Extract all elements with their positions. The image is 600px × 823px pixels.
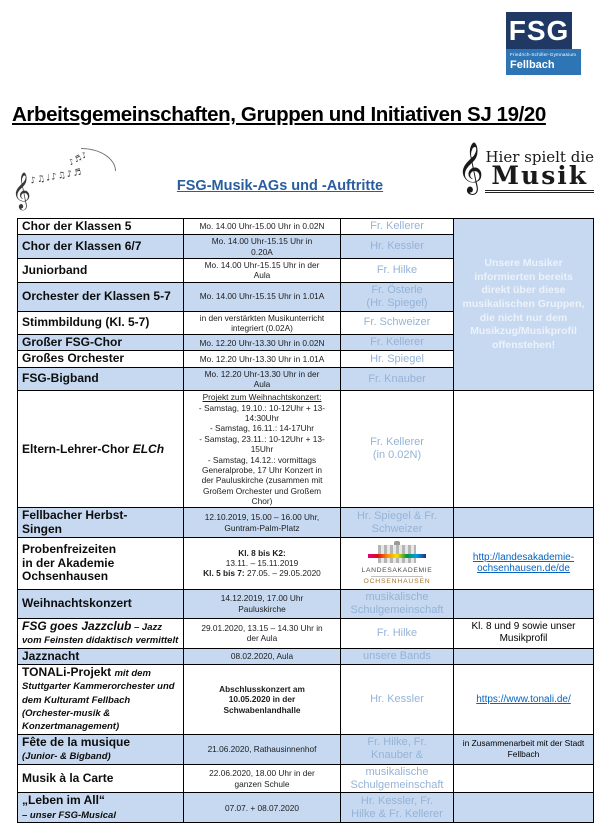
leader-cell: [341, 391, 454, 508]
time-line: [186, 338, 338, 348]
extra-cell: [454, 391, 594, 508]
tonali-link[interactable]: https://www.tonali.de/: [476, 693, 571, 705]
text-segment: 08.02.2020, Aula: [230, 650, 294, 661]
text-segment: Kl. 8 bis K2:: [238, 547, 286, 558]
table-row: [18, 219, 594, 235]
ag-name-line: [22, 220, 181, 233]
leader-cell: [341, 311, 454, 335]
leader-line: (in 0.02N): [372, 449, 422, 462]
time-line: [186, 694, 338, 704]
leader-cell: [341, 282, 454, 311]
landesakademie-logo: [343, 539, 451, 588]
ag-name-line: [22, 372, 181, 385]
text-segment: 29.01.2020, 13.15 – 14.30 Uhr in: [201, 622, 323, 633]
ag-name-cell: [18, 335, 184, 351]
time-line: [186, 475, 338, 485]
music-notes-icon: ♪♫♩♪♫♪♬: [29, 167, 84, 187]
leader-cell: [341, 618, 454, 648]
leader-line: Fr. Schweizer: [363, 316, 431, 329]
leader-cell: [341, 664, 454, 734]
music-notes-icon: ♪♬♪: [67, 149, 90, 168]
leader-line: musikalische: [365, 765, 429, 778]
time-line: [186, 568, 338, 578]
ag-name-line: [22, 808, 181, 821]
ag-name-line: [22, 719, 181, 732]
text-segment: 10.05.2020 in der: [228, 694, 296, 705]
text-segment: Eltern-Lehrer-Chor: [22, 441, 133, 456]
ag-name-line: [22, 597, 181, 610]
time-line: [186, 593, 338, 603]
time-line: [186, 803, 338, 813]
text-segment: 15Uhr: [250, 444, 274, 455]
table-row: [18, 537, 594, 589]
time-line: [186, 413, 338, 423]
section-title: FSG-Musik-AGs und -Auftritte: [176, 178, 384, 194]
time-line: [186, 444, 338, 454]
time-cell: [184, 793, 341, 823]
landesakademie-link[interactable]: http://landesakademie-ochsenhausen.de/de: [472, 552, 575, 575]
time-cell: [184, 351, 341, 367]
text-segment: – unser FSG-Musical: [22, 809, 116, 821]
text-segment: Ochsenhausen: [22, 568, 109, 583]
leader-cell: [341, 648, 454, 664]
text-segment: Schwabenlandhalle: [223, 704, 301, 715]
text-segment: Großem Orchester und Großem: [202, 485, 322, 496]
time-cell: [184, 648, 341, 664]
extra-cell: [454, 664, 594, 734]
fsg-logo-banner: [506, 49, 581, 75]
text-segment: 13.11. – 15.11.2019: [225, 558, 299, 569]
time-line: [186, 434, 338, 444]
leader-line: Fr. Hilke, Fr.: [367, 736, 427, 749]
academy-name-line2: OCHSENHAUSEN: [363, 577, 431, 585]
ag-name-line: [22, 290, 181, 303]
time-cell: [184, 282, 341, 311]
time-line: [186, 423, 338, 433]
time-line: [186, 496, 338, 506]
time-line: [186, 486, 338, 496]
text-segment: der Aula: [246, 633, 278, 644]
text-segment: Aula: [253, 379, 271, 390]
time-line: [186, 779, 338, 789]
table-row: [18, 793, 594, 823]
time-line: [186, 455, 338, 465]
extra-note: Kl. 8 und 9 sowie unser Musikprofil: [471, 620, 576, 645]
treble-clef-icon: 𝄞: [457, 142, 484, 193]
fsg-logo: [506, 12, 586, 75]
text-segment: Probenfreizeiten: [22, 542, 117, 557]
time-line: [186, 604, 338, 614]
treble-clef-icon: 𝄞: [12, 171, 31, 209]
leader-cell: [341, 235, 454, 259]
time-line: [186, 379, 338, 389]
ag-name-cell: [18, 734, 184, 764]
time-line: [186, 403, 338, 413]
leader-line: Hr. Spiegel: [370, 352, 424, 365]
leader-line: Schweizer: [371, 522, 423, 535]
text-segment: Mo. 12.20 Uhr-13.30 Uhr in 0.02N: [199, 337, 325, 348]
leader-line: Fr. Knauber: [368, 372, 426, 385]
ag-name-line: [22, 443, 181, 456]
leader-line: Fr. Kellerer: [370, 220, 424, 233]
text-segment: 0.20A: [251, 246, 273, 257]
leader-cell: [341, 764, 454, 793]
text-segment: Mo. 14.00 Uhr-15.15 Uhr in: [211, 236, 313, 247]
leader-line: Fr. Kellerer: [370, 436, 424, 449]
text-segment: Aula: [253, 270, 271, 281]
time-line: [186, 744, 338, 754]
text-segment: ELCh: [132, 441, 165, 456]
leader-line: Fr. Hilke: [376, 626, 418, 639]
ag-name-cell: [18, 219, 184, 235]
leader-line: Hr. Spiegel & Fr.: [356, 509, 438, 522]
time-line: [186, 260, 338, 270]
text-segment: Stuttgarter Kammerorchester und: [22, 681, 175, 693]
ag-name-line: [22, 336, 181, 349]
text-segment: mit dem: [114, 667, 151, 679]
fsg-logo-school-name: Friedrich-Schiller-Gymnasium: [510, 52, 577, 57]
ag-name-cell: [18, 235, 184, 259]
ag-name-line: [22, 570, 181, 583]
text-segment: Chor der Klassen 5: [22, 219, 132, 233]
ag-name-line: [22, 679, 181, 692]
ag-name-line: [22, 633, 181, 646]
text-segment: FSG goes Jazzclub: [22, 618, 132, 633]
leader-cell: [341, 537, 454, 589]
leader-cell: [341, 258, 454, 282]
text-segment: - Samstag, 16.11.: 14-17Uhr: [209, 423, 315, 434]
ag-name-line: [22, 693, 181, 706]
extra-cell: [454, 793, 594, 823]
music-notes-clipart: [10, 146, 128, 209]
fsg-logo-city: Fellbach: [510, 59, 555, 71]
text-segment: integriert (0.02A): [231, 322, 293, 333]
ag-name-line: [22, 650, 181, 663]
ag-name-line: [22, 523, 181, 536]
ag-name-line: [22, 749, 181, 762]
leader-line: Hilke & Fr. Kellerer: [351, 807, 443, 820]
leader-line: Schulgemeinschaft: [350, 778, 444, 791]
time-cell: [184, 734, 341, 764]
time-line: [186, 705, 338, 715]
leader-line: unsere Bands: [363, 649, 431, 662]
text-segment: Mo. 12.20 Uhr-13.30 Uhr in 1.01A: [199, 353, 325, 364]
leader-line: Schulgemeinschaft: [350, 603, 444, 616]
text-segment: Konzertmanagement): [22, 721, 120, 733]
text-segment: TONALi-Projekt: [22, 664, 115, 679]
text-segment: Guntram-Palm-Platz: [224, 522, 300, 533]
text-segment: - Samstag, 23.11.: 10-12Uhr + 13-: [199, 433, 325, 444]
ag-name-cell: [18, 508, 184, 537]
academy-building-icon: [368, 541, 426, 565]
ag-name-line: [22, 772, 181, 785]
leader-cell: [341, 589, 454, 618]
table-row: [18, 391, 594, 508]
ag-name-line: [22, 352, 181, 365]
extra-cell: [454, 734, 594, 764]
text-segment: in der Akademie: [22, 555, 115, 570]
text-segment: „Leben im All“: [22, 793, 105, 808]
ag-name-cell: [18, 391, 184, 508]
ag-name-line: [22, 316, 181, 329]
text-segment: Chor der Klassen 6/7: [22, 238, 142, 253]
time-line: [186, 684, 338, 694]
time-cell: [184, 367, 341, 391]
text-segment: Projekt zum Weihnachtskonzert:: [202, 392, 322, 403]
text-segment: Mo. 14.00 Uhr-15.15 Uhr in der: [204, 259, 320, 270]
time-line: [186, 548, 338, 558]
musik-logo-line2: Musik: [485, 161, 594, 191]
text-segment: (Orchester-musik &: [22, 708, 111, 720]
text-segment: Abschlusskonzert am: [219, 683, 305, 694]
text-segment: Mo. 14.00 Uhr-15.00 Uhr in 0.02N: [199, 221, 325, 232]
text-segment: vom Feinsten didaktisch vermittelt: [22, 635, 179, 647]
time-cell: [184, 664, 341, 734]
ag-name-cell: [18, 282, 184, 311]
text-segment: 12.10.2019, 15.00 – 16.00 Uhr,: [204, 512, 320, 523]
text-segment: Pauluskirche: [238, 603, 286, 614]
text-segment: Fête de la musique: [22, 734, 131, 749]
text-segment: Kl. 5 bis 7:: [203, 568, 247, 579]
extra-cell: [454, 764, 594, 793]
text-segment: (Junior- & Bigband): [22, 751, 111, 763]
time-line: [186, 354, 338, 364]
extra-note: in Zusammenarbeit mit der Stadt Fellbach: [462, 738, 585, 760]
extra-cell: [454, 618, 594, 648]
time-line: [186, 523, 338, 533]
table-row: [18, 589, 594, 618]
time-cell: [184, 764, 341, 793]
ag-name-cell: [18, 351, 184, 367]
time-cell: [184, 258, 341, 282]
ag-name-cell: [18, 589, 184, 618]
extra-cell: [454, 589, 594, 618]
text-segment: Stimmbildung (Kl. 5-7): [22, 315, 150, 330]
table-row: [18, 764, 594, 793]
leader-line: Fr. Österle: [371, 283, 423, 296]
music-ag-table: [17, 218, 594, 823]
text-segment: 14:30Uhr: [244, 413, 280, 424]
text-segment: Weihnachtskonzert: [22, 596, 132, 611]
ag-name-line: [22, 794, 181, 807]
text-segment: Orchester der Klassen 5-7: [22, 289, 171, 303]
time-line: [186, 558, 338, 568]
table-row: [18, 648, 594, 664]
extra-cell: [454, 648, 594, 664]
ag-name-line: [22, 240, 181, 253]
text-segment: FSG-Bigband: [22, 371, 99, 386]
time-line: [186, 236, 338, 246]
ag-name-cell: [18, 648, 184, 664]
ag-name-cell: [18, 618, 184, 648]
time-line: [186, 633, 338, 643]
text-segment: Fellbacher Herbst-: [22, 508, 128, 523]
table-row: [18, 618, 594, 648]
leader-line: Hr. Kessler: [370, 692, 424, 705]
ag-name-cell: [18, 537, 184, 589]
time-line: [186, 270, 338, 280]
time-cell: [184, 589, 341, 618]
time-cell: [184, 537, 341, 589]
time-cell: [184, 311, 341, 335]
ag-name-line: [22, 620, 181, 633]
text-segment: ganzen Schule: [234, 778, 290, 789]
time-cell: [184, 391, 341, 508]
time-line: [186, 369, 338, 379]
text-segment: 22.06.2020, 18.00 Uhr in der: [209, 768, 315, 779]
side-note-cell: [454, 219, 594, 391]
time-line: [186, 392, 338, 402]
text-segment: der Pauluskirche (zusammen mit: [201, 475, 323, 486]
text-segment: Singen: [22, 521, 63, 536]
time-cell: [184, 508, 341, 537]
ag-name-cell: [18, 764, 184, 793]
ag-name-line: [22, 706, 181, 719]
table-row: [18, 508, 594, 537]
extra-cell: [454, 508, 594, 537]
side-note-text: Unsere Musiker informierten bereits direkt über diese musikalischen Gruppen, die nicht nur dem Musikzug/Musikprofil offenstehen!: [462, 256, 585, 351]
leader-cell: [341, 734, 454, 764]
text-segment: 21.06.2020, Rathausinnenhof: [207, 744, 317, 755]
time-line: [186, 323, 338, 333]
swirl-decoration: [81, 148, 116, 171]
academy-name-line1: LANDESAKADEMIE: [361, 566, 433, 574]
text-segment: 27.05. – 29.05.2020: [246, 568, 321, 579]
text-segment: - Samstag, 19.10.: 10-12Uhr + 13-: [198, 402, 326, 413]
time-line: [186, 291, 338, 301]
text-segment: Großes Orchester: [22, 351, 125, 366]
leader-line: Hr. Kessler: [370, 240, 424, 253]
text-segment: dem Kulturamt Fellbach: [22, 694, 131, 706]
ag-name-cell: [18, 311, 184, 335]
ag-name-line: [22, 264, 181, 277]
fsg-logo-acronym: FSG: [506, 12, 572, 49]
time-cell: [184, 618, 341, 648]
leader-cell: [341, 219, 454, 235]
leader-line: (Hr. Spiegel): [366, 296, 428, 309]
time-line: [186, 623, 338, 633]
time-cell: [184, 335, 341, 351]
leader-line: musikalische: [365, 590, 429, 603]
text-segment: Musik à la Carte: [22, 770, 114, 785]
ag-name-cell: [18, 664, 184, 734]
time-line: [186, 768, 338, 778]
time-cell: [184, 219, 341, 235]
leader-cell: [341, 367, 454, 391]
leader-line: Knauber &: [371, 749, 423, 762]
ag-name-line: [22, 666, 181, 679]
page-title: Arbeitsgemeinschaften, Gruppen und Initiativen SJ 19/20: [12, 103, 546, 126]
hier-spielt-die-musik-logo: [457, 142, 594, 193]
time-line: [186, 221, 338, 231]
text-segment: Generalprobe, 17 Uhr Konzert in: [202, 464, 322, 475]
text-segment: 14.12.2019, 17.00 Uhr: [220, 593, 304, 604]
rainbow-bar: [368, 554, 426, 558]
ag-name-cell: [18, 793, 184, 823]
leader-cell: [341, 508, 454, 537]
time-line: [186, 512, 338, 522]
divider: [371, 576, 423, 577]
leader-cell: [341, 793, 454, 823]
time-line: [186, 465, 338, 475]
text-segment: Juniorband: [22, 262, 88, 277]
text-segment: – Jazz: [131, 621, 162, 633]
text-segment: Mo. 14.00 Uhr-15.15 Uhr in 1.01A: [199, 291, 325, 302]
time-line: [186, 247, 338, 257]
leader-cell: [341, 351, 454, 367]
text-segment: in den verstärkten Musikunterricht: [199, 312, 325, 323]
leader-line: Hr. Kessler, Fr.: [360, 794, 434, 807]
leader-cell: [341, 335, 454, 351]
leader-line: Fr. Kellerer: [370, 336, 424, 349]
time-line: [186, 651, 338, 661]
time-line: [186, 313, 338, 323]
musik-logo-line1: Hier spielt die: [485, 148, 594, 166]
extra-cell: [454, 537, 594, 589]
table-row: [18, 664, 594, 734]
text-segment: Großer FSG-Chor: [22, 335, 123, 350]
text-segment: Chor): [251, 495, 273, 506]
time-cell: [184, 235, 341, 259]
ag-name-cell: [18, 367, 184, 391]
musik-logo-text: [485, 148, 594, 193]
ag-name-line: [22, 736, 181, 749]
table-row: [18, 734, 594, 764]
text-segment: Mo. 12.20 Uhr-13.30 Uhr in der: [204, 368, 320, 379]
text-segment: Jazznacht: [22, 648, 80, 663]
ag-name-cell: [18, 258, 184, 282]
leader-line: Fr. Hilke: [376, 263, 418, 276]
text-segment: 07.07. + 08.07.2020: [224, 802, 300, 813]
text-segment: - Samstag, 14.12.: vormittags: [207, 454, 317, 465]
